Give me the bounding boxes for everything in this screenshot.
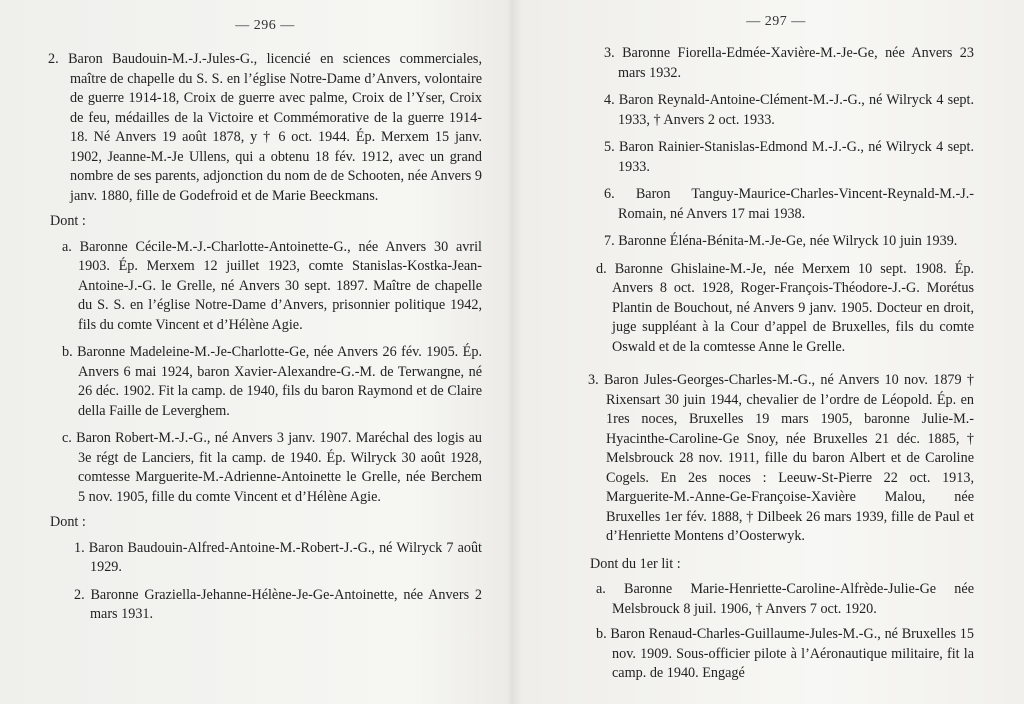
paragraph: b. Baronne Madeleine-M.-Je-Charlotte-Ge, née Anvers 26 fév. 1905. Ép. Anvers 6 mai 1924, baron Xavier-Alexandre-G.-M. de Terwangne, né 26 déc. 1902. Fit la camp. de 1940, fils du baron Raymond et de Claire della Faille de Leverghem. (62, 344, 482, 419)
page-number: — 297 — (746, 14, 806, 29)
paragraph: b. Baron Renaud-Charles-Guillaume-Jules-M.-G., né Bruxelles 15 nov. 1909. Sous-officier pilote à l’Aéronautique militaire, fit la camp. de 1940. Engagé (596, 626, 974, 681)
page-number: — 296 — (235, 18, 295, 33)
paragraph: a. Baronne Cécile-M.-J.-Charlotte-Antoinette-G., née Anvers 30 avril 1903. Ép. Merxem 12 juillet 1923, comte Stanislas-Kostka-Jean-Antoine-J.-G. le Grelle, né Anvers 30 sept. 1897. Maître de chapelle du S. S. en l’église Notre-Dame d’Anvers, prisonnier politique 1942, fils du comte Vincent et d’Hélène Agie. (62, 238, 482, 333)
paragraph: Dont : (50, 514, 86, 530)
paragraph: 2. Baronne Graziella-Jehanne-Hélène-Je-Ge-Antoinette, née Anvers 2 mars 1931. (74, 586, 482, 622)
paragraph: Dont du 1er lit : (590, 555, 681, 572)
paragraph: Dont : (50, 213, 86, 229)
paragraph: 5. Baron Rainier-Stanislas-Edmond M.-J.-G., né Wilryck 4 sept. 1933. (604, 139, 974, 175)
paragraph: 1. Baron Baudouin-Alfred-Antoine-M.-Robert-J.-G., né Wilryck 7 août 1929. (74, 539, 482, 575)
paragraph: d. Baronne Ghislaine-M.-Je, née Merxem 10 sept. 1908. Ép. Anvers 8 oct. 1928, Roger-François-Théodore-J.-G. Morétus Plantin de Bouchout, né Anvers 9 janv. 1905. Docteur en droit, juge suppléant à la Cour d’appel de Bruxelles, fils du comte Oswald et de la comtesse Anne le Grelle. (596, 260, 974, 355)
paragraph: 2. Baron Baudouin-M.-J.-Jules-G., licencié en sciences commerciales, maître de chapelle du S. S. en l’église Notre-Dame d’Anvers, volontaire de guerre 1914-18, Croix de guerre avec palme, Croix de l’Yser, Croix de feu, médailles de la Victoire et Commémorative de la guerre 1914-18. Né Anvers 19 août 1878, y † 6 oct. 1944. Ép. Merxem 15 janv. 1902, Jeanne-M.-Je Ullens, qui a obtenu 18 fév. 1912, avec un grand nombre de ses parents, adjonction du nom de de Schooten, née Anvers 9 janv. 1880, fille de Godefroid et de Marie Beeckmans. (48, 51, 482, 204)
paragraph: 3. Baronne Fiorella-Edmée-Xavière-M.-Je-Ge, née Anvers 23 mars 1932. (604, 45, 974, 81)
right-page (512, 0, 1024, 704)
paragraph: 6. Baron Tanguy-Maurice-Charles-Vincent-Reynald-M.-J.-Romain, né Anvers 17 mai 1938. (604, 186, 974, 222)
paragraph: c. Baron Robert-M.-J.-G., né Anvers 3 janv. 1907. Maréchal des logis au 3e régt de Lanciers, fit la camp. de 1940. Ép. Wilryck 30 août 1928, comtesse Marguerite-M.-Adrienne-Antoinette le Grelle, née Berchem 5 nov. 1905, fille du comte Vincent et d’Hélène Agie. (62, 430, 482, 505)
paragraph: 3. Baron Jules-Georges-Charles-M.-G., né Anvers 10 nov. 1879 † Rixensart 30 juin 1944, chevalier de l’ordre de Léopold. Ép. en 1res noces, Bruxelles 19 mars 1905, baronne Julie-M.-Hyacinthe-Caroline-Ge Snoy, née Bruxelles 21 déc. 1885, † Melsbrouck 28 nov. 1911, fille du baron Albert et de Caroline Cogels. En 2es noces : Leeuw-St-Pierre 22 oct. 1913, Marguerite-M.-Anne-Ge-Françoise-Xavière Malou, née Bruxelles 1er fév. 1888, † Dilbeek 26 mars 1939, fille de Paul et d’Henriette Montens d’Oosterwyk. (588, 372, 974, 544)
paragraph: a. Baronne Marie-Henriette-Caroline-Alfrède-Julie-Ge née Melsbrouck 8 juil. 1906, † Anvers 7 oct. 1920. (596, 581, 974, 617)
paragraph: 4. Baron Reynald-Antoine-Clément-M.-J.-G., né Wilryck 4 sept. 1933, † Anvers 2 oct. 1933. (604, 92, 974, 128)
paragraph: 7. Baronne Éléna-Bénita-M.-Je-Ge, née Wilryck 10 juin 1939. (604, 233, 958, 249)
